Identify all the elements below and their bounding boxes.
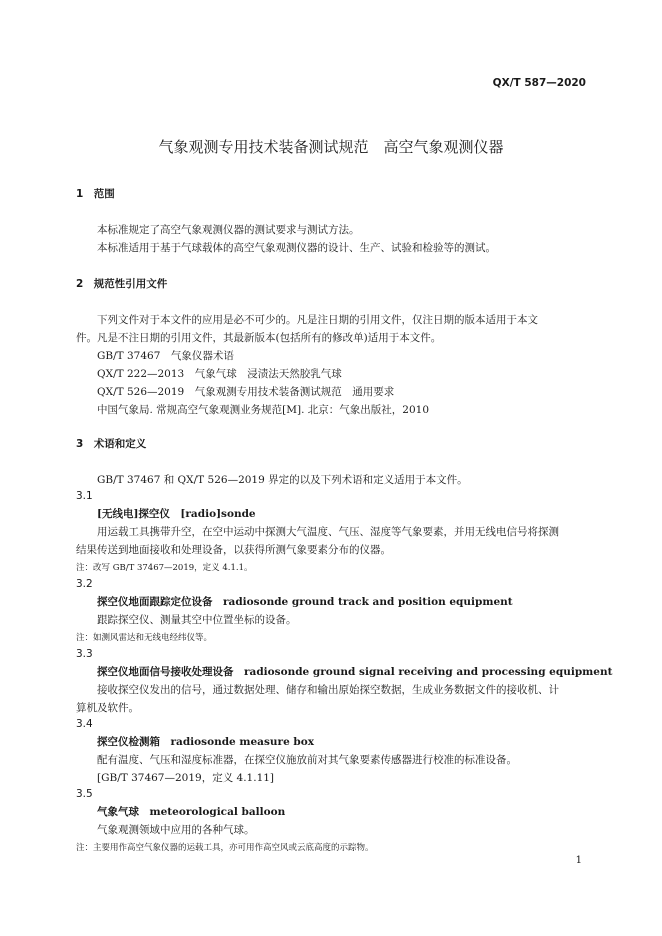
section-2-heading: 2 规范性引用文件 [76,278,168,290]
term-number: 3.4 [76,718,93,730]
term-name: 探空仪检测箱 radiosonde measure box [97,736,315,748]
term-number: 3.1 [76,490,93,502]
term-definition-line: 接收探空仪发出的信号，通过数据处理、储存和输出原始探空数据，生成业务数据文件的接收机、计 [97,684,559,696]
section-3-heading: 3 术语和定义 [76,438,147,450]
page-number: 1 [575,855,582,866]
term-definition-line: 跟踪探空仪、测量其空中位置坐标的设备。 [97,614,297,626]
section-2-paragraph-line-1: 下列文件对于本文件的应用是必不可少的。凡是注日期的引用文件，仅注日期的版本适用于本文 [97,314,538,326]
term-number: 3.5 [76,788,93,800]
reference-item: QX/T 526—2019 气象观测专用技术装备测试规范 通用要求 [97,386,395,398]
standard-number: QX/T 587—2020 [492,77,586,89]
term-definition-line: 算机及软件。 [76,702,139,714]
term-definition-line: 气象观测领域中应用的各种气球。 [97,824,255,836]
term-number: 3.2 [76,578,93,590]
term-name: 探空仪地面跟踪定位设备 radiosonde ground track and position equipment [97,596,513,608]
term-note: 注：改写 GB/T 37467—2019，定义 4.1.1。 [76,563,253,573]
term-name: [无线电]探空仪 [radio]sonde [97,508,256,520]
reference-item: 中国气象局. 常规高空气象观测业务规范[M]. 北京：气象出版社，2010 [97,404,430,416]
term-definition-line: 结果传送到地面接收和处理设备，以获得所测气象要素分布的仪器。 [76,544,391,556]
section-1-heading: 1 范围 [76,188,115,200]
document-title: 气象观测专用技术装备测试规范 高空气象观测仪器 [158,138,504,156]
section-3-intro: GB/T 37467 和 QX/T 526—2019 界定的以及下列术语和定义适用于本文件。 [97,474,468,486]
term-source: [GB/T 37467—2019，定义 4.1.11] [97,772,275,784]
term-name: 气象气球 meteorological balloon [97,806,286,818]
section-2-paragraph-line-2: 件。凡是不注日期的引用文件，其最新版本(包括所有的修改单)适用于本文件。 [76,332,442,344]
term-name: 探空仪地面信号接收处理设备 radiosonde ground signal receiving and processing equipment [97,666,613,678]
reference-item: QX/T 222—2013 气象气球 浸渍法天然胶乳气球 [97,368,342,380]
term-note: 注：如测风雷达和无线电经纬仪等。 [76,633,213,643]
term-note: 注：主要用作高空气象仪器的运载工具，亦可用作高空风或云底高度的示踪物。 [76,843,374,853]
section-1-paragraph-2: 本标准适用于基于气球载体的高空气象观测仪器的设计、生产、试验和检验等的测试。 [97,242,496,254]
reference-item: GB/T 37467 气象仪器术语 [97,350,234,362]
term-definition-line: 配有温度、气压和湿度标准器，在探空仪施放前对其气象要素传感器进行校准的标准设备。 [97,754,517,766]
term-number: 3.3 [76,648,93,660]
term-definition-line: 用运载工具携带升空，在空中运动中探测大气温度、气压、湿度等气象要素，并用无线电信号将探测 [97,526,559,538]
section-1-paragraph-1: 本标准规定了高空气象观测仪器的测试要求与测试方法。 [97,224,360,236]
